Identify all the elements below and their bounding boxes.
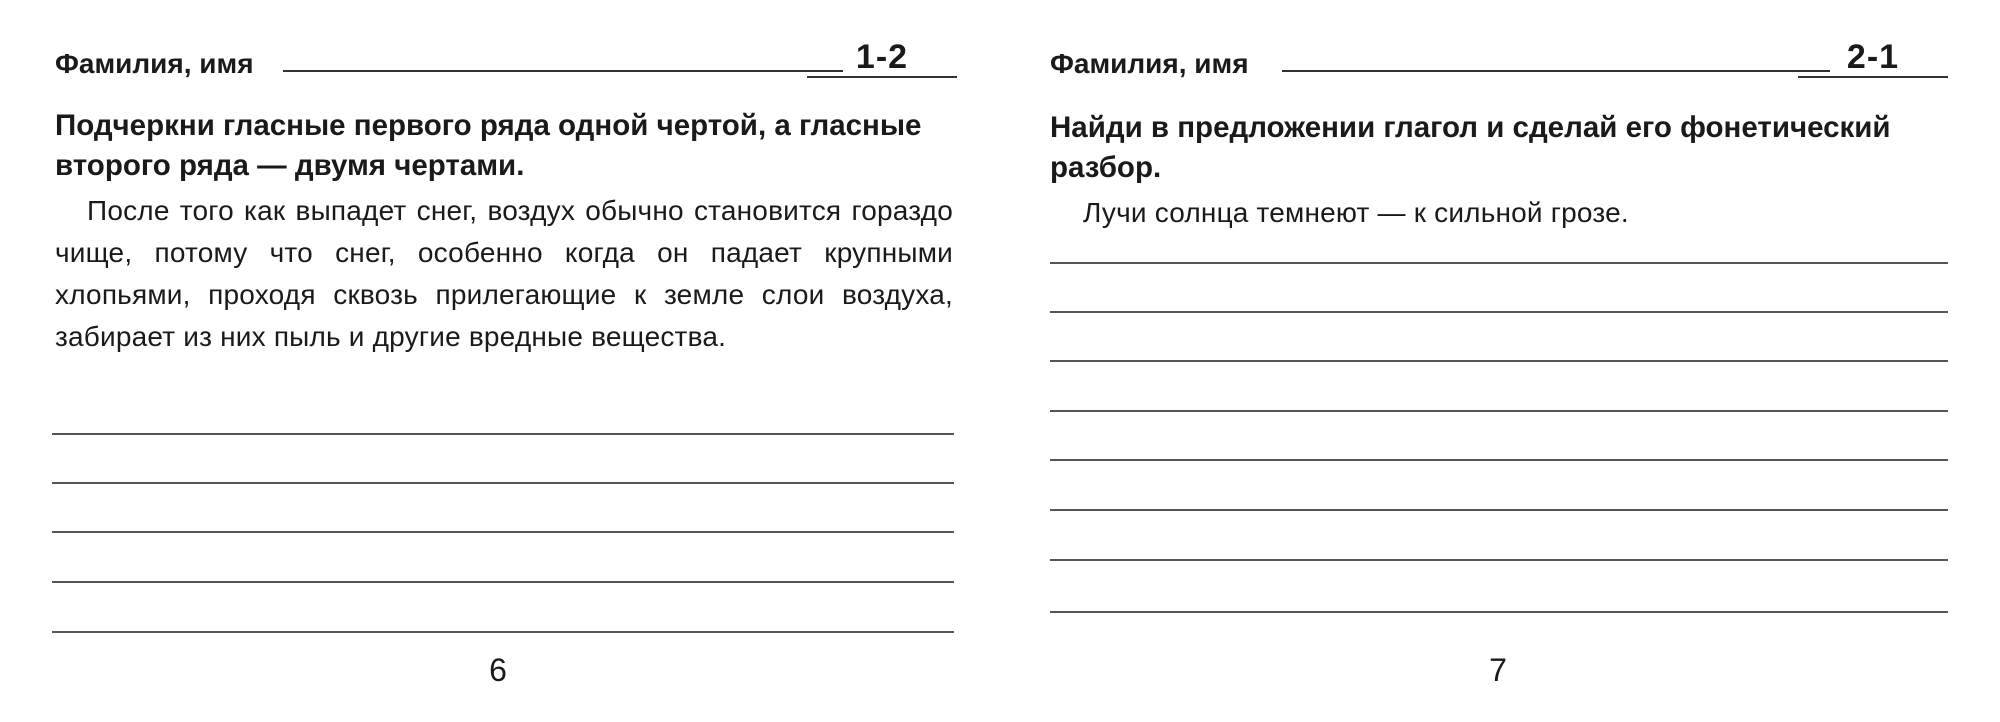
answer-line[interactable] <box>1050 262 1948 264</box>
name-write-line[interactable] <box>283 70 843 72</box>
task-code: 1-2 <box>855 38 909 76</box>
answer-line[interactable] <box>1050 311 1948 313</box>
name-label: Фамилия, имя <box>1050 48 1249 79</box>
answer-line[interactable] <box>52 581 954 583</box>
answer-line[interactable] <box>52 482 954 484</box>
exercise-text: Лучи солнца темнеют — к сильной грозе. <box>1083 197 1629 228</box>
task-code: 2-1 <box>1846 38 1900 76</box>
answer-line[interactable] <box>52 631 954 633</box>
name-write-line[interactable] <box>1282 70 1830 72</box>
exercise-text: После того как выпадет снег, воздух обычно становится гораздо чище, потому что снег, особенно когда он падает крупными хлопьями, проходя сквозь прилегающие к земле слои воздуха, забирает из них пыль и другие вредные вещества. <box>55 195 953 352</box>
answer-line[interactable] <box>52 531 954 533</box>
answer-line[interactable] <box>1050 509 1948 511</box>
name-label: Фамилия, имя <box>55 48 254 79</box>
task-code-box <box>1798 40 1948 78</box>
answer-line[interactable] <box>1050 459 1948 461</box>
answer-line[interactable] <box>1050 360 1948 362</box>
answer-line[interactable] <box>1050 559 1948 561</box>
task-instruction: Подчеркни гласные первого ряда одной чертой, а гласные второго ряда — двумя чертами. <box>55 109 922 182</box>
page-number: 6 <box>489 652 507 688</box>
name-field-row <box>1050 40 1950 90</box>
name-field-row <box>55 40 955 90</box>
right-page <box>1000 0 2000 722</box>
answer-line[interactable] <box>52 433 954 435</box>
page-number: 7 <box>1489 652 1507 688</box>
task-code-box <box>807 40 957 78</box>
task-instruction: Найди в предложении глагол и сделай его фонетический разбор. <box>1050 111 1891 184</box>
answer-line[interactable] <box>1050 611 1948 613</box>
answer-line[interactable] <box>1050 410 1948 412</box>
